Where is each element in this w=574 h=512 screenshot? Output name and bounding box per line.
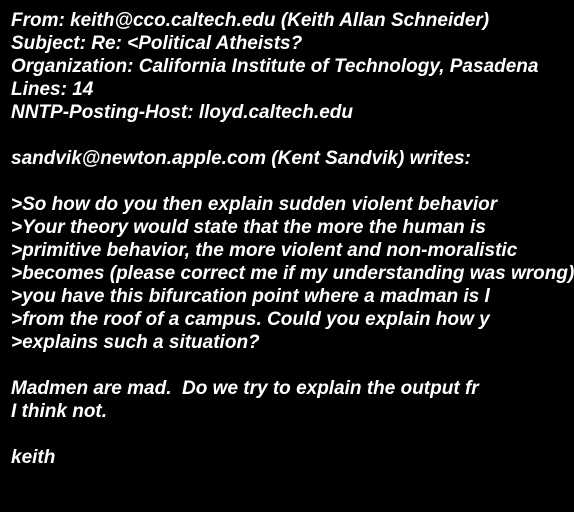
header-organization: Organization: California Institute of Technology, Pasadena xyxy=(11,56,539,77)
quoted-line: >So how do you then explain sudden violent behavior xyxy=(11,194,498,215)
quoted-line: >explains such a situation? xyxy=(11,332,260,353)
header-lines: Lines: 14 xyxy=(11,79,94,100)
reply-line: I think not. xyxy=(11,401,108,422)
quoted-line: >Your theory would state that the more the human is xyxy=(11,217,486,238)
quoted-line: >from the roof of a campus. Could you explain how y xyxy=(11,309,490,330)
quoted-line: >primitive behavior, the more violent and non-moralistic xyxy=(11,240,518,261)
signature: keith xyxy=(11,447,56,468)
attribution-line: sandvik@newton.apple.com (Kent Sandvik) writes: xyxy=(11,148,471,169)
header-subject: Subject: Re: <Political Atheists? xyxy=(11,33,303,54)
header-from: From: keith@cco.caltech.edu (Keith Allan Schneider) xyxy=(11,10,490,31)
header-nntp-posting-host: NNTP-Posting-Host: lloyd.caltech.edu xyxy=(11,102,354,123)
quoted-line: >you have this bifurcation point where a madman is l xyxy=(11,286,490,307)
quoted-line: >becomes (please correct me if my understanding was wrong) xyxy=(11,263,574,284)
reply-line: Madmen are mad. Do we try to explain the output fr xyxy=(11,378,479,399)
